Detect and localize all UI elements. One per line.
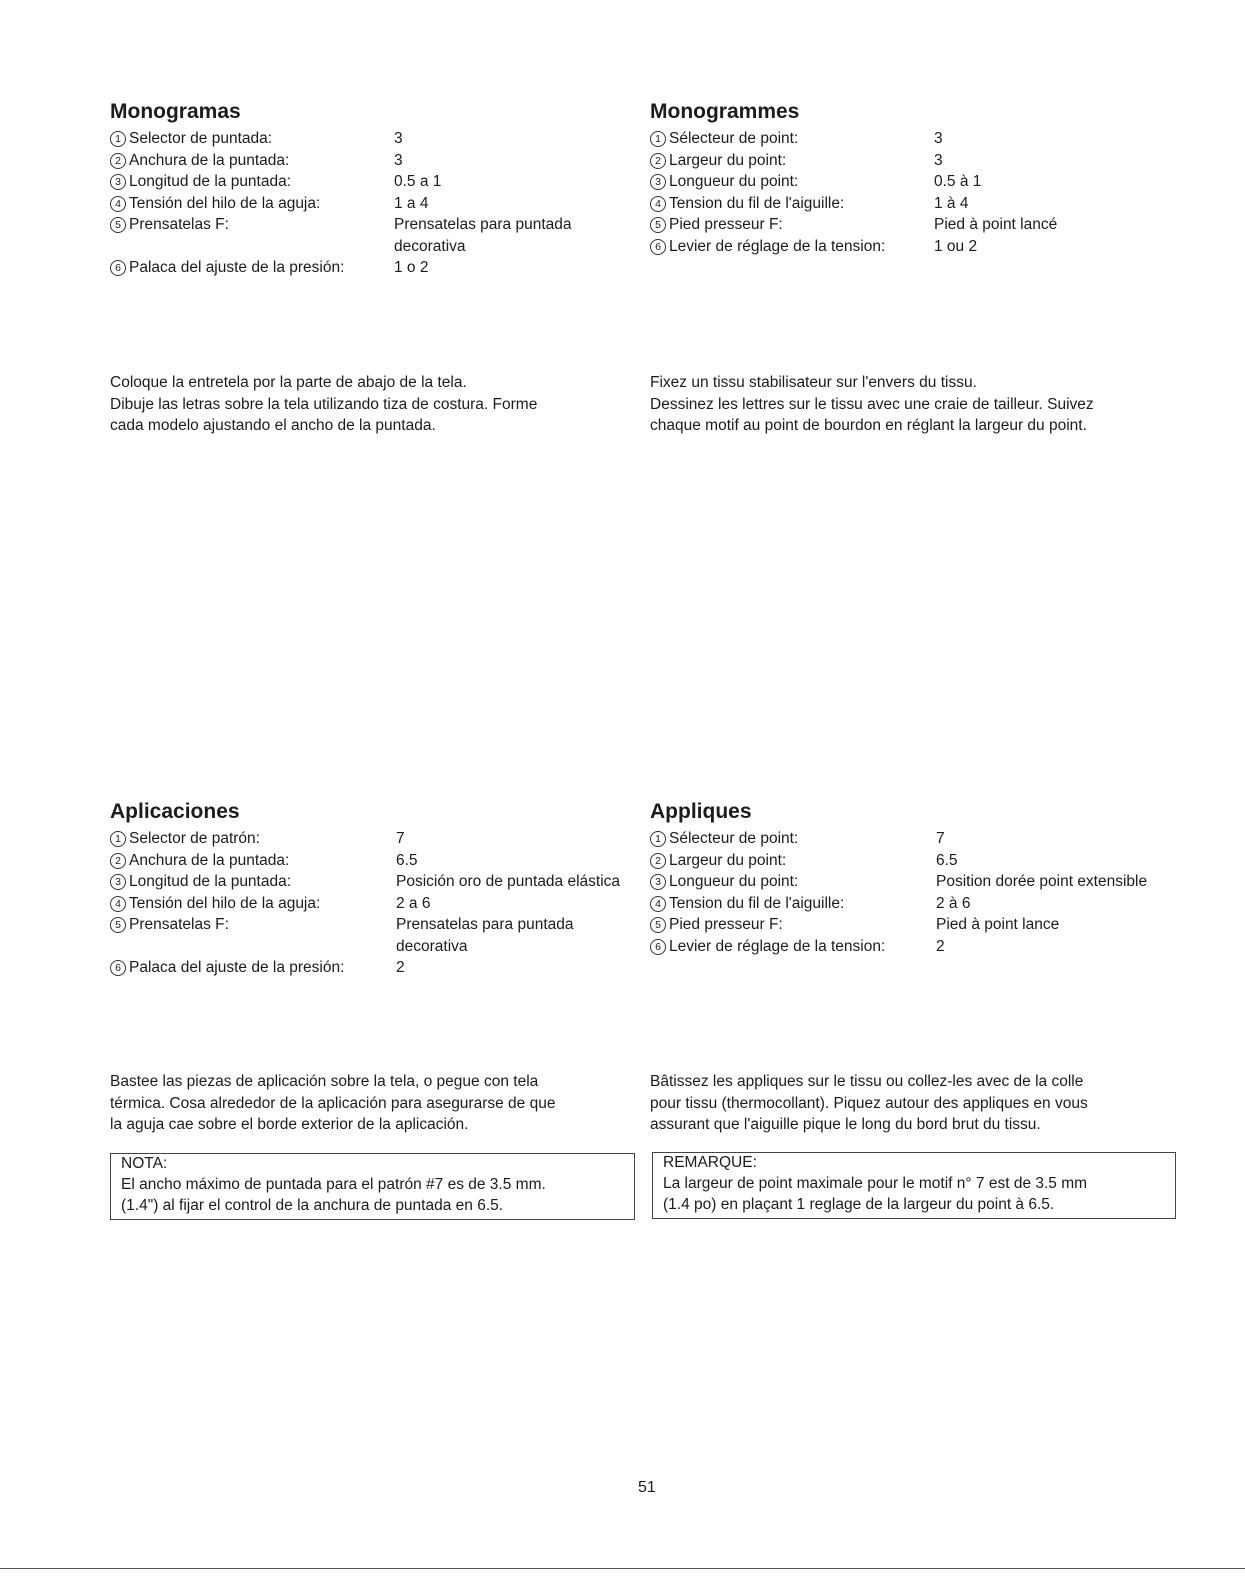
circled-number-icon: 4 — [650, 196, 666, 212]
setting-label-text: Tensión del hilo de la aguja: — [129, 194, 321, 212]
setting-value: 3 — [394, 151, 403, 169]
paragraph-line: Coloque la entretela por la parte de abajo de la tela. — [110, 374, 467, 391]
setting-value: 1 ou 2 — [934, 237, 978, 255]
circled-number-icon: 1 — [650, 831, 666, 847]
setting-row — [650, 850, 1210, 872]
setting-row — [650, 236, 1210, 258]
settings-list — [110, 828, 630, 979]
setting-row — [650, 193, 1210, 215]
setting-row — [650, 871, 1210, 893]
setting-label-text: Pied presseur F: — [669, 216, 783, 233]
setting-label — [650, 193, 934, 215]
circled-number-icon: 1 — [110, 131, 126, 147]
setting-value: 1 a 4 — [394, 194, 429, 212]
setting-label-text: Prensatelas F: — [129, 916, 229, 933]
setting-label — [650, 171, 934, 193]
setting-label-text: Anchura de la puntada: — [129, 151, 290, 169]
circled-number-icon: 6 — [650, 239, 666, 255]
circled-number-icon: 2 — [110, 153, 126, 169]
paragraph-line: la aguja cae sobre el borde exterior de la aplicación. — [110, 1116, 469, 1133]
section-title: Aplicaciones — [110, 800, 240, 823]
monogram-es-instructions — [110, 372, 537, 437]
setting-label-text: Largeur du point: — [669, 151, 787, 169]
setting-row — [110, 850, 630, 872]
setting-label — [110, 914, 396, 957]
paragraph-line: Bâtissez les appliques sur le tissu ou collez-les avec de la colle — [650, 1073, 1084, 1090]
setting-label-text: Longueur du point: — [669, 873, 799, 890]
setting-label — [110, 128, 394, 150]
setting-row — [650, 828, 1210, 850]
note-line: (1.4 po) en plaçant 1 reglage de la largeur du point à 6.5. — [663, 1196, 1055, 1213]
setting-label — [110, 893, 396, 915]
setting-row — [110, 871, 630, 893]
setting-label — [650, 128, 934, 150]
setting-label-text: Longueur du point: — [669, 173, 799, 190]
section-title: Monogrammes — [650, 100, 800, 123]
circled-number-icon: 3 — [650, 174, 666, 190]
circled-number-icon: 2 — [650, 853, 666, 869]
setting-value: 6.5 — [936, 851, 958, 869]
setting-label — [110, 214, 394, 257]
settings-list — [110, 128, 610, 279]
setting-label — [650, 914, 936, 936]
setting-row — [650, 128, 1210, 150]
setting-label-text: Pied presseur F: — [669, 916, 783, 933]
paragraph-line: pour tissu (thermocollant). Piquez autour des appliques en vous — [650, 1094, 1088, 1112]
circled-number-icon: 2 — [650, 153, 666, 169]
paragraph-line: chaque motif au point de bourdon en réglant la largeur du point. — [650, 417, 1087, 434]
setting-label — [110, 257, 394, 279]
setting-label-text: Sélecteur de point: — [669, 130, 799, 147]
circled-number-icon: 2 — [110, 853, 126, 869]
note-line: (1.4") al fijar el control de la anchura de puntada en 6.5. — [121, 1197, 504, 1214]
setting-row — [110, 171, 610, 193]
circled-number-icon: 3 — [110, 874, 126, 890]
setting-row — [110, 128, 610, 150]
setting-value: Prensatelas para puntada decorativa — [394, 216, 572, 255]
setting-row — [650, 171, 1210, 193]
applique-fr-section — [650, 800, 1210, 957]
circled-number-icon: 3 — [110, 174, 126, 190]
setting-row — [110, 828, 630, 850]
note-box-es — [110, 1153, 635, 1220]
setting-value: Posición oro de puntada elástica — [396, 873, 621, 890]
circled-number-icon: 5 — [650, 217, 666, 233]
setting-label-text: Prensatelas F: — [129, 216, 229, 233]
setting-value: 0.5 a 1 — [394, 173, 442, 190]
paragraph-line: Bastee las piezas de aplicación sobre la tela, o pegue con tela — [110, 1073, 539, 1090]
setting-value: 3 — [394, 130, 403, 147]
paragraph-line: Dessinez les lettres sur le tissu avec une craie de tailleur. Suivez — [650, 395, 1094, 413]
setting-label — [110, 828, 396, 850]
setting-label — [110, 850, 396, 872]
circled-number-icon: 4 — [650, 896, 666, 912]
setting-value: 7 — [936, 830, 945, 847]
setting-label-text: Tension du fil de l'aiguille: — [669, 194, 845, 212]
setting-label-text: Selector de puntada: — [129, 130, 273, 147]
setting-value: Pied à point lancé — [934, 216, 1058, 233]
monogram-fr-instructions — [650, 372, 1094, 437]
setting-label — [110, 957, 396, 979]
setting-label — [110, 150, 394, 172]
setting-label — [650, 893, 936, 915]
setting-label — [650, 936, 936, 958]
circled-number-icon: 6 — [110, 960, 126, 976]
circled-number-icon: 6 — [110, 260, 126, 276]
circled-number-icon: 4 — [110, 896, 126, 912]
setting-row — [110, 914, 630, 957]
setting-label-text: Longitud de la puntada: — [129, 173, 292, 190]
setting-label-text: Anchura de la puntada: — [129, 851, 290, 869]
setting-row — [110, 957, 630, 979]
setting-label — [110, 193, 394, 215]
circled-number-icon: 5 — [650, 917, 666, 933]
section-title: Appliques — [650, 800, 752, 823]
paragraph-line: Fixez un tissu stabilisateur sur l'envers du tissu. — [650, 374, 977, 391]
setting-label — [650, 871, 936, 893]
setting-label — [650, 828, 936, 850]
setting-label-text: Palaca del ajuste de la presión: — [129, 259, 345, 276]
setting-label-text: Selector de patrón: — [129, 830, 260, 847]
settings-list — [650, 828, 1210, 957]
setting-row — [650, 214, 1210, 236]
circled-number-icon: 1 — [110, 831, 126, 847]
note-line: El ancho máximo de puntada para el patrón #7 es de 3.5 mm. — [121, 1176, 546, 1193]
setting-label-text: Sélecteur de point: — [669, 830, 799, 847]
setting-value: 6.5 — [396, 851, 418, 869]
setting-row — [650, 150, 1210, 172]
setting-value: 2 — [396, 959, 405, 976]
setting-label — [650, 236, 934, 258]
applique-es-section — [110, 800, 630, 979]
setting-value: 0.5 à 1 — [934, 173, 982, 190]
note-title: NOTA: — [121, 1155, 168, 1172]
page-number: 51 — [638, 1479, 656, 1496]
setting-value: 2 à 6 — [936, 894, 971, 912]
setting-label-text: Tension du fil de l'aiguille: — [669, 894, 845, 912]
applique-es-instructions — [110, 1071, 555, 1136]
paragraph-line: cada modelo ajustando el ancho de la puntada. — [110, 417, 436, 434]
setting-row — [110, 214, 610, 257]
circled-number-icon: 6 — [650, 939, 666, 955]
note-box-fr — [652, 1152, 1176, 1219]
setting-row — [110, 150, 610, 172]
setting-value: Position dorée point extensible — [936, 873, 1148, 890]
setting-value: Prensatelas para puntada decorativa — [396, 916, 574, 955]
circled-number-icon: 5 — [110, 917, 126, 933]
setting-label-text: Palaca del ajuste de la presión: — [129, 959, 345, 976]
setting-row — [650, 914, 1210, 936]
setting-label-text: Largeur du point: — [669, 851, 787, 869]
circled-number-icon: 4 — [110, 196, 126, 212]
monogram-es-section — [110, 100, 610, 279]
setting-value: 7 — [396, 830, 405, 847]
paragraph-line: assurant que l'aiguille pique le long du bord brut du tissu. — [650, 1116, 1041, 1133]
monogram-fr-section — [650, 100, 1210, 257]
circled-number-icon: 3 — [650, 874, 666, 890]
circled-number-icon: 5 — [110, 217, 126, 233]
setting-label-text: Tensión del hilo de la aguja: — [129, 894, 321, 912]
setting-label-text: Levier de réglage de la tension: — [669, 237, 886, 255]
paragraph-line: térmica. Cosa alrededor de la aplicación para asegurarse de que — [110, 1094, 556, 1112]
circled-number-icon: 1 — [650, 131, 666, 147]
setting-label-text: Longitud de la puntada: — [129, 873, 292, 890]
bottom-rule — [0, 1568, 1245, 1569]
setting-label — [110, 871, 396, 893]
settings-list — [650, 128, 1210, 257]
setting-value: 2 — [936, 937, 945, 955]
setting-label — [650, 850, 936, 872]
section-title: Monogramas — [110, 100, 241, 123]
setting-row — [110, 893, 630, 915]
setting-value: 1 à 4 — [934, 194, 969, 212]
setting-row — [650, 936, 1210, 958]
setting-value: Pied à point lance — [936, 916, 1060, 933]
setting-label-text: Levier de réglage de la tension: — [669, 937, 886, 955]
setting-label — [110, 171, 394, 193]
setting-row — [110, 193, 610, 215]
setting-row — [110, 257, 610, 279]
paragraph-line: Dibuje las letras sobre la tela utilizando tiza de costura. Forme — [110, 395, 538, 413]
note-line: La largeur de point maximale pour le motif n° 7 est de 3.5 mm — [663, 1175, 1088, 1192]
note-title: REMARQUE: — [663, 1154, 757, 1171]
setting-label — [650, 150, 934, 172]
setting-value: 3 — [934, 151, 943, 169]
applique-fr-instructions — [650, 1071, 1088, 1136]
setting-value: 3 — [934, 130, 943, 147]
setting-value: 2 a 6 — [396, 894, 431, 912]
setting-row — [650, 893, 1210, 915]
setting-label — [650, 214, 934, 236]
setting-value: 1 o 2 — [394, 259, 429, 276]
